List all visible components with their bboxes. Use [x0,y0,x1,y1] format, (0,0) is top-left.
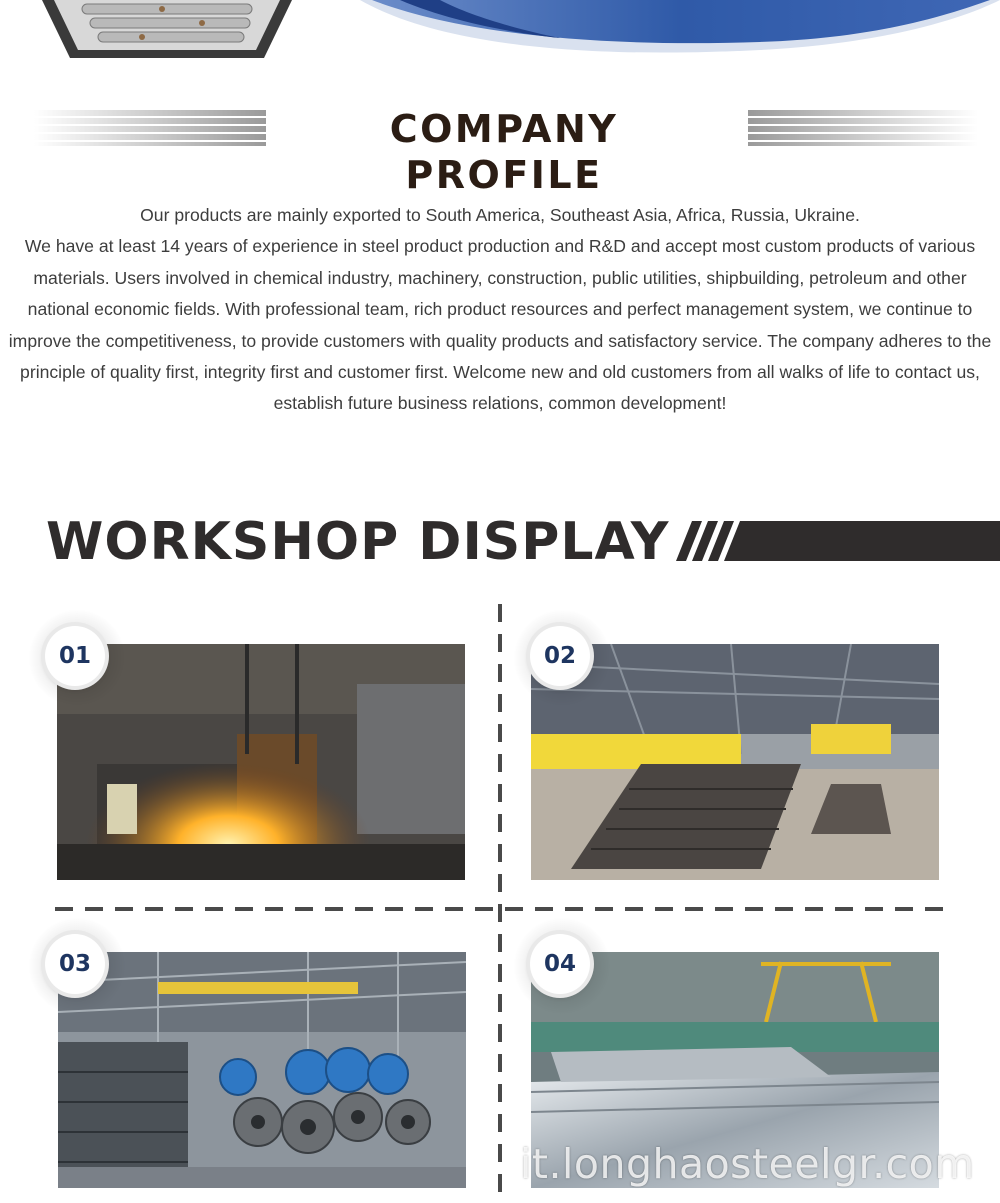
company-profile-title: COMPANY PROFILE [389,107,619,197]
company-profile-text [8,200,992,420]
company-profile-paragraph-2: We have at least 14 years of experience in steel product production and R&D and accept most custom products of various materials. Users involved in chemical industry, machinery, construction, public utilities, shipbuilding, petroleum and other national economic fields. With professional team, rich product resources and perfect management system, we continue to improve the competitiveness, to provide customers with quality products and satisfactory service. The company adheres to the principle of quality first, integrity first and customer first. Welcome new and old customers from all walks of life to contact us, establish future business relations, common development! [8,236,992,414]
number-badge-label: 03 [45,934,105,994]
number-badge-label: 01 [45,626,105,686]
number-badge-label: 04 [530,934,590,994]
number-badge-04 [514,918,610,1014]
workshop-display-title: WORKSHOP DISPLAY [46,512,670,572]
site-watermark: it.longhaosteelgr.com [520,1140,975,1188]
number-badge-label: 02 [530,626,590,686]
company-profile-paragraph-1: Our products are mainly exported to South America, Southeast Asia, Africa, Russia, Ukraine. [140,205,860,225]
stripe-decoration-left [34,110,266,146]
vertical-dashed-divider [498,604,502,1203]
roller-hexagon-image [42,0,292,60]
number-badge-03 [29,918,125,1014]
horizontal-dashed-divider [55,907,945,911]
company-profile-heading [0,106,1000,197]
number-badge-01 [29,610,125,706]
number-badge-02 [514,610,610,706]
stripe-decoration-right [748,110,978,146]
slash-bar-decoration [664,521,1000,561]
